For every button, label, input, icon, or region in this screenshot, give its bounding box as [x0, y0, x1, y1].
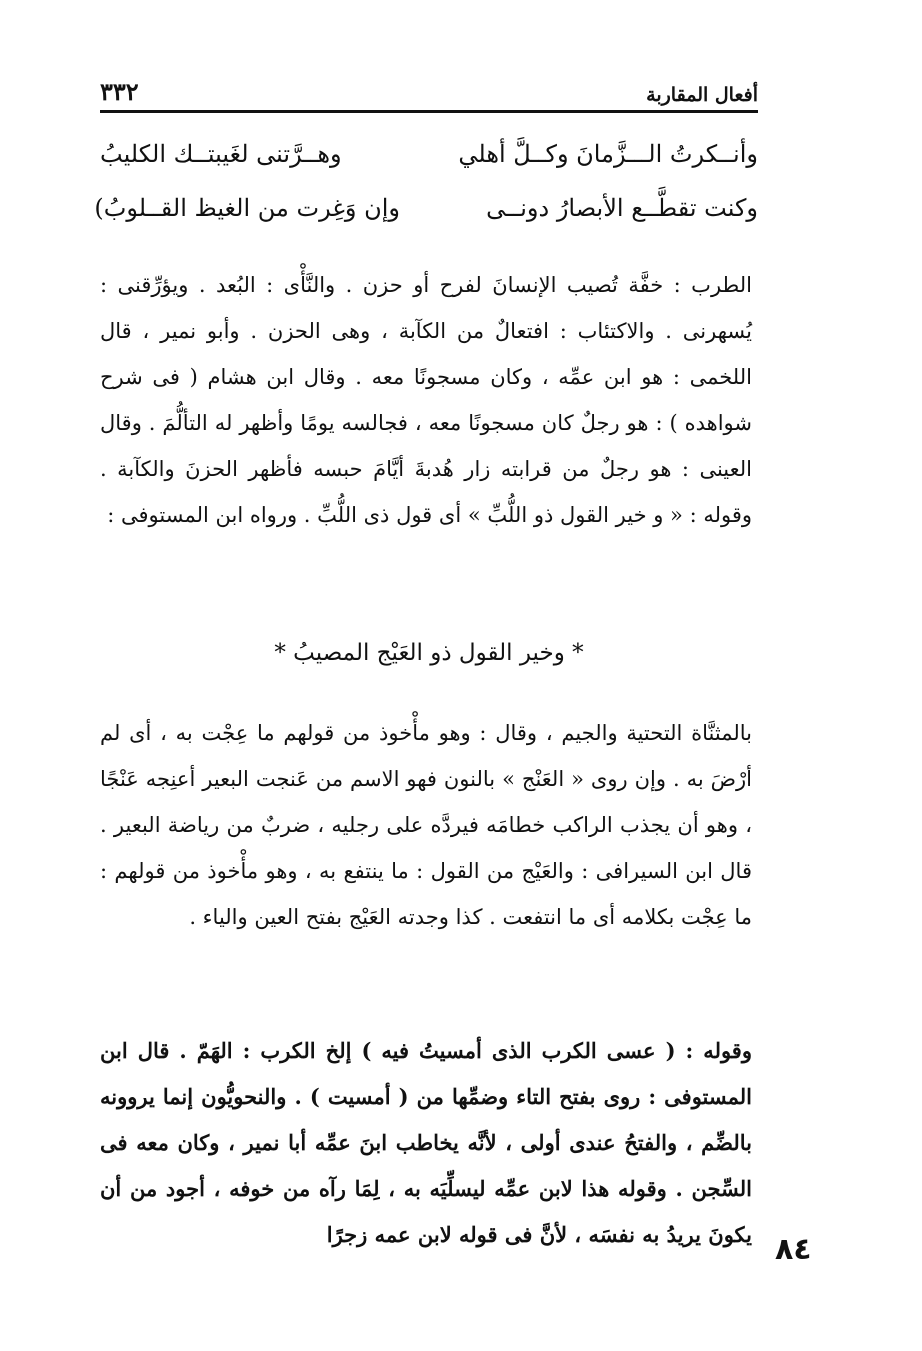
- verse-1-second-hemistich: وهــرَّتنى لغَيبتــك الكليبُ: [100, 140, 342, 168]
- verse-2: [94, 194, 758, 234]
- running-header: [100, 76, 758, 113]
- paragraph-variant-reading: بالمثنَّاة التحتية والجيم ، وقال : وهو مأْخوذ من قولهم ما عِجْت به ، أى لم أرْضَ به . وإن روى « العَنْج » بالنون فهو الاسم من عَنجت البعير أعنِجه عَنْجًا ، وهو أن يجذب الراكب خطامَه فيردَّه على رجليه ، ضربٌ من رياضة البعير . قال ابن السيرافى : والعَيْج من القول : ما ينتفع به ، وهو مأْخوذ من قولهم : ما عِجْت بكلامه أى ما انتفعت . كذا وجدته العَيْج بفتح العين والياء .: [100, 721, 752, 929]
- page-number: ٣٣٢: [100, 77, 139, 106]
- paragraph-commentary: وقوله : ( عسى الكرب الذى أمسيتُ فيه ) إلخ الكرب : الهَمّ . قال ابن المستوفى : روى بفتح التاء وضمِّها من ( أمسيت ) . والنحويُّون إنما يروونه بالضِّم ، والفتحُ عندى أولى ، لأنَّه يخاطب ابنَ عمِّه أبا نمير ، وكان معه فى السِّجن . وقوله هذا لابن عمِّه ليسلِّيَه به ، لِمَا رآه من خوفه ، أجود من أن يكونَ يريدُ به نفسَه ، لأنَّ فى قوله لابن عمه زجرًا: [100, 1038, 752, 1247]
- running-title: أفعال المقاربة: [646, 84, 758, 106]
- margin-page-mark: ٨٤: [775, 1232, 812, 1267]
- quoted-hemistich: * وخير القول ذو العَيْج المصيبُ *: [274, 640, 584, 666]
- paragraph-glosses: الطرب : خفَّة تُصيب الإنسانَ لفرح أو حزن . والنَّأْى : البُعد . ويؤرِّقنى : يُسهرنى . والاكتئاب : افتعالٌ من الكآبة ، وهى الحزن . وأبو نمير ، قال اللخمى : هو ابن عمِّه ، وكان مسجونًا معه . وقال ابن هشام ( فى شرح شواهده ) : هو رجلٌ كان مسجونًا معه ، فجالسه يومًا وأظهر له التألُّمَ . وقال العينى : هو رجلٌ من قرابته زار هُدبةَ أيَّامَ حبسه فأظهر الحزنَ والكآبة . وقوله : « و خير القول ذو اللُّبِّ » أى قول ذى اللُّبِّ . ورواه ابن المستوفى :: [100, 273, 752, 527]
- verse-1-first-hemistich: وأنــكرتُ الـــزَّمانَ وكــلَّ أهلي: [458, 140, 758, 168]
- verse-2-first-hemistich: وكنت تقطَّــع الأبصارُ دونــى: [486, 194, 758, 222]
- verse-1: [100, 140, 758, 180]
- verse-2-second-hemistich: وإن وَغِرت من الغيظ القــلوبُ): [94, 194, 400, 222]
